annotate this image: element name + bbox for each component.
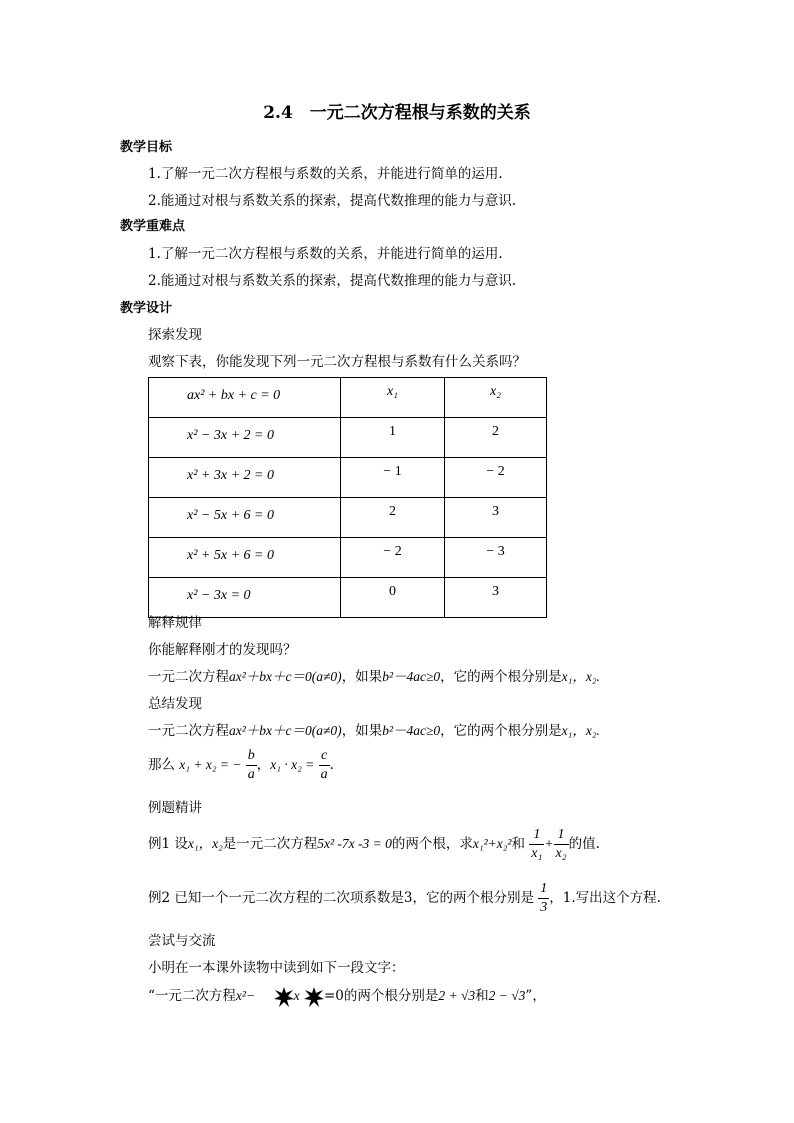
product-formula: x₁ · x₂ = [270,757,315,772]
goal-item-2: 2.能通过对根与系数关系的探索，提高代数推理的能力与意识. [148,193,517,209]
statement-roots: x₁，x₂. [561,723,600,738]
fraction-numerator: 1 [529,826,544,845]
example-1-text: 是一元二次方程 [222,836,318,852]
summary-heading: 总结发现 [148,696,202,712]
table-cell-x1: − 2 [383,544,402,559]
table-cell-x1: 0 [389,584,396,599]
period: . [329,757,334,773]
plus-sign: + [544,836,554,851]
table-cell-x2: 2 [492,424,499,439]
explain-question: 你能解释刚才的发现吗？ [148,642,297,658]
example-2-fraction [538,880,549,917]
fraction-numerator: 1 [538,880,549,899]
statement-text: 一元二次方程 [148,669,229,685]
vieta-formulas [148,747,334,784]
statement-equation: ax²＋bx＋c＝0(a≠0) [229,669,342,684]
example-2-text: 例2 已知一个一元二次方程的二次项系数是3，它的两个根分别是 [148,890,534,906]
examples-heading: 例题精讲 [148,800,202,816]
goal-item-1: 1.了解一元二次方程根与系数的关系，并能进行简单的运用. [148,166,503,182]
fraction-denominator: x₂ [555,846,567,861]
observe-question: 观察下表，你能发现下列一元二次方程根与系数有什么关系吗？ [148,354,526,370]
table-header-x1: x₁ [386,384,399,399]
table-row [149,538,547,578]
sum-fraction [246,747,257,784]
statement-condition: b²－4ac≥0 [382,723,441,738]
sum-numerator: b [246,747,257,766]
sum-formula: x₁ + x₂ = − [179,757,242,772]
sum-denominator: a [247,767,255,782]
example-1 [148,826,600,863]
example-1-fraction-1 [529,826,544,863]
statement-text: ，它的两个根分别是 [440,723,562,739]
table-cell-equation: x² + 5x + 6 = 0 [187,548,274,563]
table-row [149,578,547,618]
example-1-roots: x₁，x₂ [187,836,223,851]
product-denominator: a [320,767,328,782]
summary-statement [148,719,600,739]
quote-term: =0 [323,988,344,1004]
table-header-x2: x₂ [489,384,502,399]
explain-statement [148,665,600,685]
product-fraction [319,747,330,784]
section-heading-goals: 教学目标 [120,140,173,155]
statement-roots: x₁，x₂. [561,669,600,684]
table-cell-x1: 2 [389,504,396,519]
vieta-prefix: 那么 [148,757,175,773]
table-cell-equation: x² + 3x + 2 = 0 [187,468,274,483]
table-row [149,458,547,498]
story-text: 小明在一本课外读物中读到如下一段文字： [148,960,405,976]
example-1-fraction-2 [554,826,569,863]
fraction-numerator: 1 [554,826,569,845]
root-1: 2 + √3 [438,988,476,1003]
quote-line [148,984,546,1007]
example-2 [148,880,661,917]
statement-text: ，如果 [341,669,383,685]
fraction-denominator: x₁ [531,846,543,861]
page-title: 2.4 一元二次方程根与系数的关系 [263,103,531,123]
example-1-label: 例1 设 [148,836,188,852]
ink-blot-icon [304,987,324,1007]
example-2-text: ，1.写出这个方程. [549,890,661,906]
table-row [149,498,547,538]
example-1-text: 和 [511,836,525,852]
table-cell-equation: x² − 5x + 6 = 0 [187,508,274,523]
statement-text: ，如果 [341,723,383,739]
statement-equation: ax²＋bx＋c＝0(a≠0) [229,723,342,738]
roots-table [148,377,547,618]
keypoint-item-1: 1.了解一元二次方程根与系数的关系，并能进行简单的运用. [148,246,503,262]
explore-heading: 探索发现 [148,327,202,343]
quote-term: x²− [235,988,256,1003]
example-1-square-sum: x₁²+x₂² [472,836,512,851]
table-row [149,418,547,458]
separator: ， [256,757,271,773]
table-cell-x2: − 2 [486,464,505,479]
quote-term: x [293,988,300,1003]
section-heading-keypoints: 教学重难点 [120,219,186,234]
table-cell-x2: − 3 [486,544,505,559]
statement-condition: b²－4ac≥0 [382,669,441,684]
example-1-text: 的两个根，求 [391,836,473,852]
table-cell-x2: 3 [492,504,499,519]
ink-blot-icon [274,987,294,1007]
table-header-row [149,378,547,418]
statement-text: ，它的两个根分别是 [440,669,562,685]
quote-text: 的两个根分别是 [343,988,439,1004]
example-1-equation: 5x² -7x -3 = 0 [317,836,392,851]
example-1-text: 的值. [568,836,600,852]
keypoint-item-2: 2.能通过对根与系数关系的探索，提高代数推理的能力与意识. [148,273,517,289]
table-cell-x1: − 1 [383,464,402,479]
try-heading: 尝试与交流 [148,933,216,949]
fraction-denominator: 3 [540,900,548,915]
statement-text: 一元二次方程 [148,723,229,739]
root-2: 2 − √3 [488,988,526,1003]
table-header-equation: ax² + bx + c = 0 [187,388,281,403]
table-cell-equation: x² − 3x = 0 [187,588,251,603]
table-cell-x1: 1 [389,424,396,439]
section-heading-design: 教学设计 [120,301,173,316]
quote-text: “一元二次方程 [148,988,236,1004]
quote-text: ”， [525,988,546,1004]
table-cell-equation: x² − 3x + 2 = 0 [187,428,274,443]
quote-text: 和 [475,988,489,1004]
table-cell-x2: 3 [492,584,499,599]
explain-heading: 解释规律 [148,615,202,631]
product-numerator: c [319,747,330,766]
